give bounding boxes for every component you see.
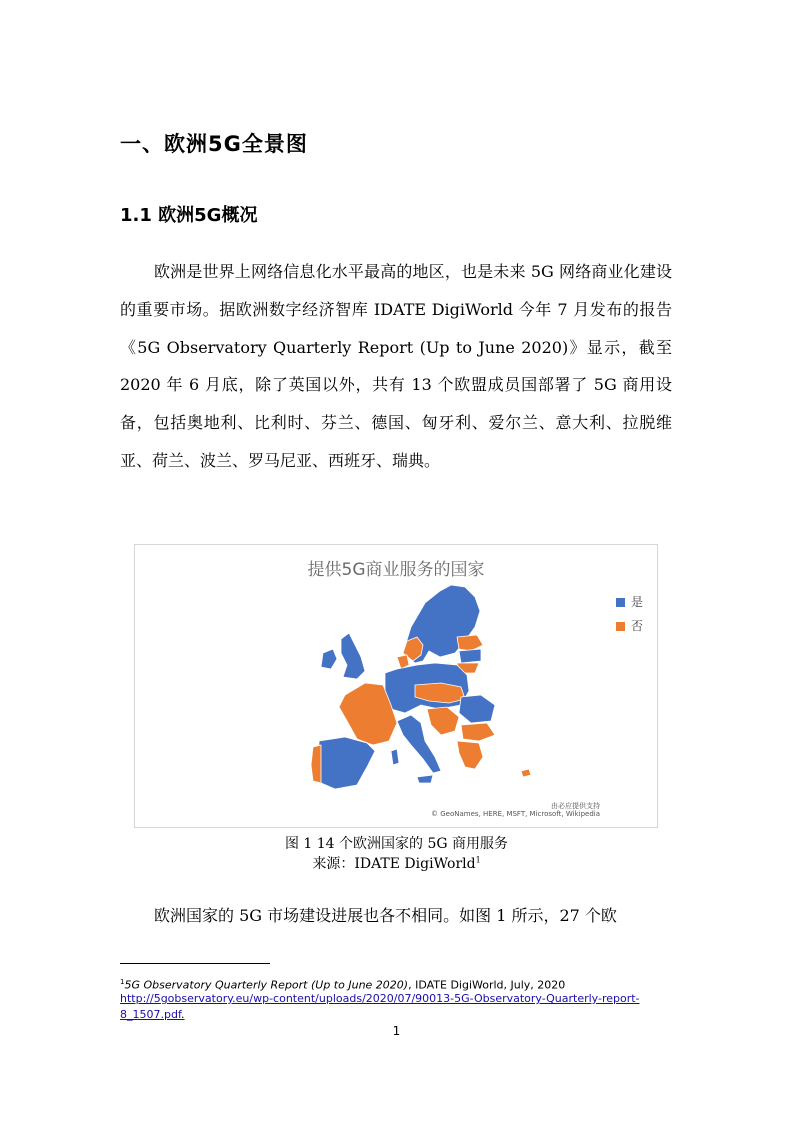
map-region-romania	[459, 695, 495, 723]
footnote-publisher: , IDATE DigiWorld, July, 2020	[408, 978, 566, 992]
footnote-link[interactable]	[120, 991, 680, 1022]
body-paragraph-1: 欧洲是世界上网络信息化水平最高的地区，也是未来 5G 网络商业化建设的重要市场。据欧洲数字经济智库 IDATE DigiWorld 今年 7 月发布的报告《5G Observatory Quarterly Report (Up to June 2020)》显示，截至 2020 年 6 月底，除了英国以外，共有 13 个欧盟成员国部署了 5G 商用设备，包括奥地利、比利时、芬兰、德国、匈牙利、爱尔兰、意大利、拉脱维亚、荷兰、波兰、罗马尼亚、西班牙、瑞典。	[120, 262, 672, 470]
figure-source-label: 来源：IDATE DigiWorld	[312, 856, 476, 872]
map-region-balkans	[427, 707, 459, 735]
legend-item-no	[616, 617, 643, 634]
map-credit-sources: © GeoNames, HERE, MSFT, Microsoft, Wikipedia	[431, 810, 600, 818]
map-region-spain	[319, 737, 375, 789]
figure-source	[0, 853, 793, 873]
legend-swatch-yes	[616, 598, 625, 607]
map-region-cyprus	[521, 769, 531, 777]
map-region-uk	[341, 633, 365, 679]
footnote-url[interactable]: http://5gobservatory.eu/wp-content/uploads/2020/07/90013-5G-Observatory-Quarterly-report-8_1507.pdf	[120, 992, 640, 1021]
map-credit-powered: 由必应提供支持	[551, 802, 600, 810]
legend-label-no: 否	[631, 619, 644, 633]
map-region-portugal	[311, 745, 321, 783]
figure-map	[134, 544, 658, 828]
map-region-bulgaria	[461, 723, 495, 741]
body-paragraph-2: 欧洲国家的 5G 市场建设进展也各不相同。如图 1 所示，27 个欧	[154, 906, 617, 925]
map-region-sardinia	[391, 749, 399, 765]
page-number: 1	[392, 1024, 401, 1038]
map-region-estonia	[457, 635, 483, 651]
legend-item-yes	[616, 593, 643, 610]
map-region-latvia	[459, 649, 481, 663]
europe-map-graphic	[135, 545, 657, 827]
map-region-greece	[457, 741, 483, 769]
footnote-number: 1	[120, 978, 125, 986]
figure-title: 提供5G商业服务的国家	[307, 560, 485, 580]
figure-caption: 图 1 14 个欧洲国家的 5G 商用服务	[284, 836, 509, 852]
map-region-ireland	[321, 649, 337, 669]
footnote-url-suffix: .	[181, 1007, 185, 1021]
subsection-title: 1.1 欧洲5G概况	[120, 205, 258, 226]
footnote-divider	[120, 963, 270, 964]
footnote-title: 5G Observatory Quarterly Report (Up to June 2020)	[124, 978, 409, 992]
legend-label-yes: 是	[631, 595, 644, 609]
map-region-sicily	[417, 775, 433, 783]
footnote-ref-marker[interactable]: 1	[475, 855, 481, 865]
section-title: 一、欧洲5G全景图	[120, 132, 308, 156]
legend-swatch-no	[616, 622, 625, 631]
